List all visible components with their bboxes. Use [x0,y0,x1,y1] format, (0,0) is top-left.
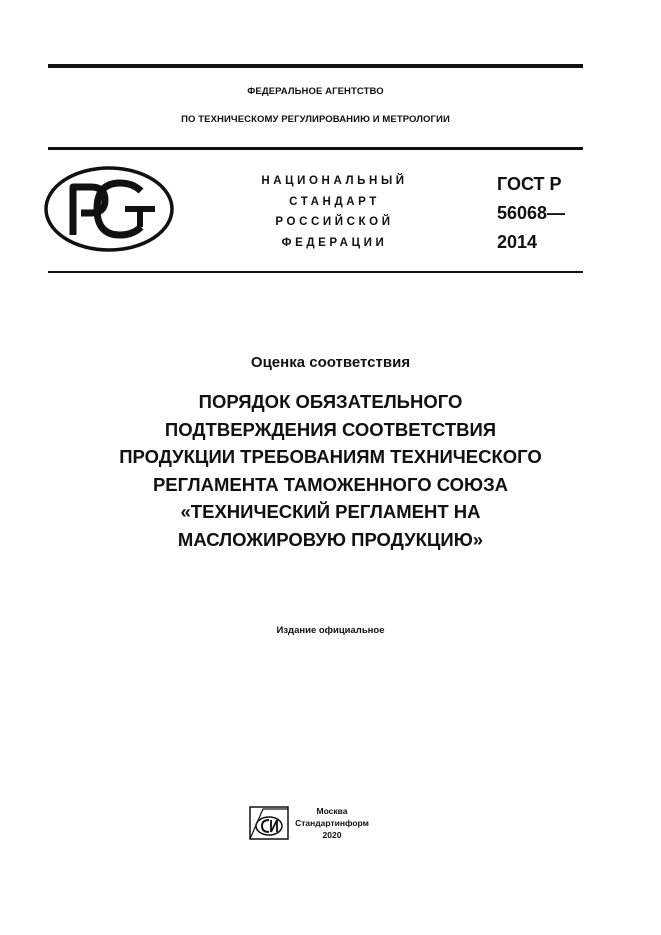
title-line: ПРОДУКЦИИ ТРЕБОВАНИЯМ ТЕХНИЧЕСКОГО [119,446,542,467]
title-line: МАСЛОЖИРОВУЮ ПРОДУКЦИЮ» [177,528,484,550]
publisher-name: Стандартинформ [295,818,369,828]
standartinform-logo-icon [249,806,289,840]
standard-type-line: НАЦИОНАЛЬНЫЙ [261,175,408,187]
standard-type-line: СТАНДАРТ [289,195,380,208]
title-line: ПОДТВЕРЖДЕНИЯ СООТВЕТСТВИЯ [164,418,497,440]
top-rule [48,64,583,68]
standard-type [232,171,437,253]
publisher-city: Москва [316,806,348,816]
standard-type-line: ФЕДЕРАЦИИ [281,236,388,249]
standard-designation [497,170,565,257]
agency-name-line1: ФЕДЕРАЛЬНОЕ АГЕНТСТВО [247,86,384,97]
document-title [0,388,661,553]
publisher-imprint [292,805,372,841]
agency-name-line2: ПО ТЕХНИЧЕСКОМУ РЕГУЛИРОВАНИЮ И МЕТРОЛОГИИ [181,114,450,125]
title-line: ПОРЯДОК ОБЯЗАТЕЛЬНОГО [198,391,463,412]
rst-logo-icon [43,165,175,253]
edition-note: Издание официальное [276,625,385,636]
standard-type-line: РОССИЙСКОЙ [275,216,394,228]
document-subtitle: Оценка соответствия [250,354,411,371]
publication-year: 2020 [322,830,342,840]
title-line: «ТЕХНИЧЕСКИЙ РЕГЛАМЕНТ НА [180,501,481,522]
designation-line: 56068— [497,203,566,223]
designation-line: 2014 [497,232,538,252]
title-line: РЕГЛАМЕНТА ТАМОЖЕННОГО СОЮЗА [152,473,509,495]
header-bottom-rule [48,271,583,273]
header-rule [48,147,583,150]
designation-line: ГОСТ Р [497,174,562,194]
